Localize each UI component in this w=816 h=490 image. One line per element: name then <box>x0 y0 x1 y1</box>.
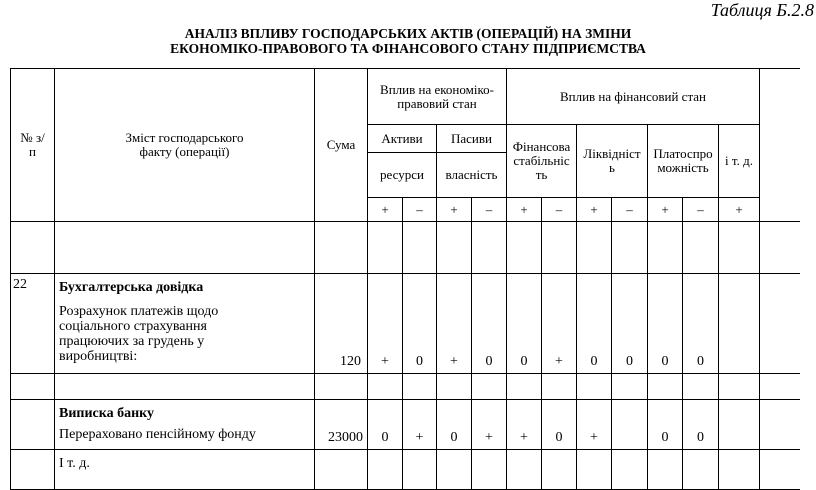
row-text: Розрахунок платежів щодо соціального страхування працюючих за грудень у виробництві: <box>59 304 219 364</box>
row-value: 0 <box>507 274 542 374</box>
table-row <box>11 450 800 490</box>
row-num <box>11 450 55 490</box>
row-value <box>719 274 760 374</box>
row-sum: 23000 <box>315 400 368 450</box>
row-value <box>719 400 760 450</box>
header-solvency: Платоспроможність <box>648 125 719 198</box>
row-value: 0 <box>683 274 719 374</box>
header-liabilities: Пасиви <box>437 125 507 153</box>
table-row <box>11 400 800 450</box>
header-etc: і т. д. <box>719 125 760 198</box>
header-fin-stability: Фінансова стабільність <box>507 125 577 198</box>
table-title-line-1: АНАЛІЗ ВПЛИВУ ГОСПОДАРСЬКИХ АКТІВ (ОПЕРАЦІЙ) НА ЗМІНИ <box>184 26 632 41</box>
sign-minus: – <box>683 198 719 222</box>
row-num: 22 <box>11 274 55 374</box>
row-value <box>368 450 403 490</box>
sign-plus: + <box>437 198 472 222</box>
row-sum <box>315 450 368 490</box>
row-description <box>55 400 315 450</box>
row-value <box>612 450 648 490</box>
row-value: + <box>542 274 577 374</box>
row-value <box>507 450 542 490</box>
row-value <box>472 450 507 490</box>
header-econ-legal: Вплив на економіко-правовий стан <box>368 69 507 125</box>
table-title-line-2: ЕКОНОМІКО-ПРАВОВОГО ТА ФІНАНСОВОГО СТАНУ ПІДПРИЄМСТВА <box>170 41 646 56</box>
header-liquidity: Ліквідність <box>577 125 648 198</box>
sign-plus: + <box>648 198 683 222</box>
row-value <box>403 450 437 490</box>
header-assets: Активи <box>368 125 437 153</box>
sign-minus: – <box>542 198 577 222</box>
row-value: 0 <box>648 400 683 450</box>
row-value <box>719 450 760 490</box>
row-value: + <box>437 274 472 374</box>
header-num: № з/п <box>11 69 55 222</box>
row-value <box>760 274 800 374</box>
header-ownership: власність <box>437 153 507 198</box>
row-value: 0 <box>472 274 507 374</box>
header-financial: Вплив на фінансовий стан <box>507 69 760 125</box>
row-description <box>55 450 315 490</box>
row-sum: 120 <box>315 274 368 374</box>
row-value: 0 <box>403 274 437 374</box>
row-num <box>11 400 55 450</box>
sign-plus: + <box>507 198 542 222</box>
analysis-table <box>10 68 800 490</box>
row-heading: Виписка банку <box>59 406 155 421</box>
row-value <box>760 400 800 450</box>
row-value: 0 <box>612 274 648 374</box>
spacer-row <box>11 222 800 274</box>
header-sum: Сума <box>315 69 368 222</box>
row-value <box>577 450 612 490</box>
row-value: + <box>403 400 437 450</box>
header-content: Зміст господарського факту (операції) <box>55 69 315 222</box>
row-value <box>542 450 577 490</box>
row-value: + <box>577 400 612 450</box>
row-value <box>760 450 800 490</box>
table-row <box>11 274 800 374</box>
sign-plus: + <box>719 198 760 222</box>
sign-minus: – <box>403 198 437 222</box>
row-value: 0 <box>368 400 403 450</box>
sign-minus: – <box>472 198 507 222</box>
row-value: 0 <box>683 400 719 450</box>
row-value: 0 <box>577 274 612 374</box>
sign-plus: + <box>577 198 612 222</box>
row-value: 0 <box>437 400 472 450</box>
row-value: 0 <box>542 400 577 450</box>
row-value <box>437 450 472 490</box>
row-value: + <box>507 400 542 450</box>
row-value: + <box>368 274 403 374</box>
row-description <box>55 274 315 374</box>
header-resources: ресурси <box>368 153 437 198</box>
table-caption: Таблиця Б.2.8 <box>710 0 814 20</box>
row-value <box>612 400 648 450</box>
row-heading: Бухгалтерська довідка <box>59 280 204 295</box>
sign-minus: – <box>612 198 648 222</box>
spacer-row <box>11 374 800 400</box>
row-value: 0 <box>648 274 683 374</box>
row-value <box>648 450 683 490</box>
sign-plus: + <box>368 198 403 222</box>
row-text: Перераховано пенсійному фонду <box>59 427 256 442</box>
row-value: + <box>472 400 507 450</box>
row-text: І т. д. <box>59 456 90 471</box>
row-value <box>683 450 719 490</box>
header-extra <box>760 69 800 222</box>
